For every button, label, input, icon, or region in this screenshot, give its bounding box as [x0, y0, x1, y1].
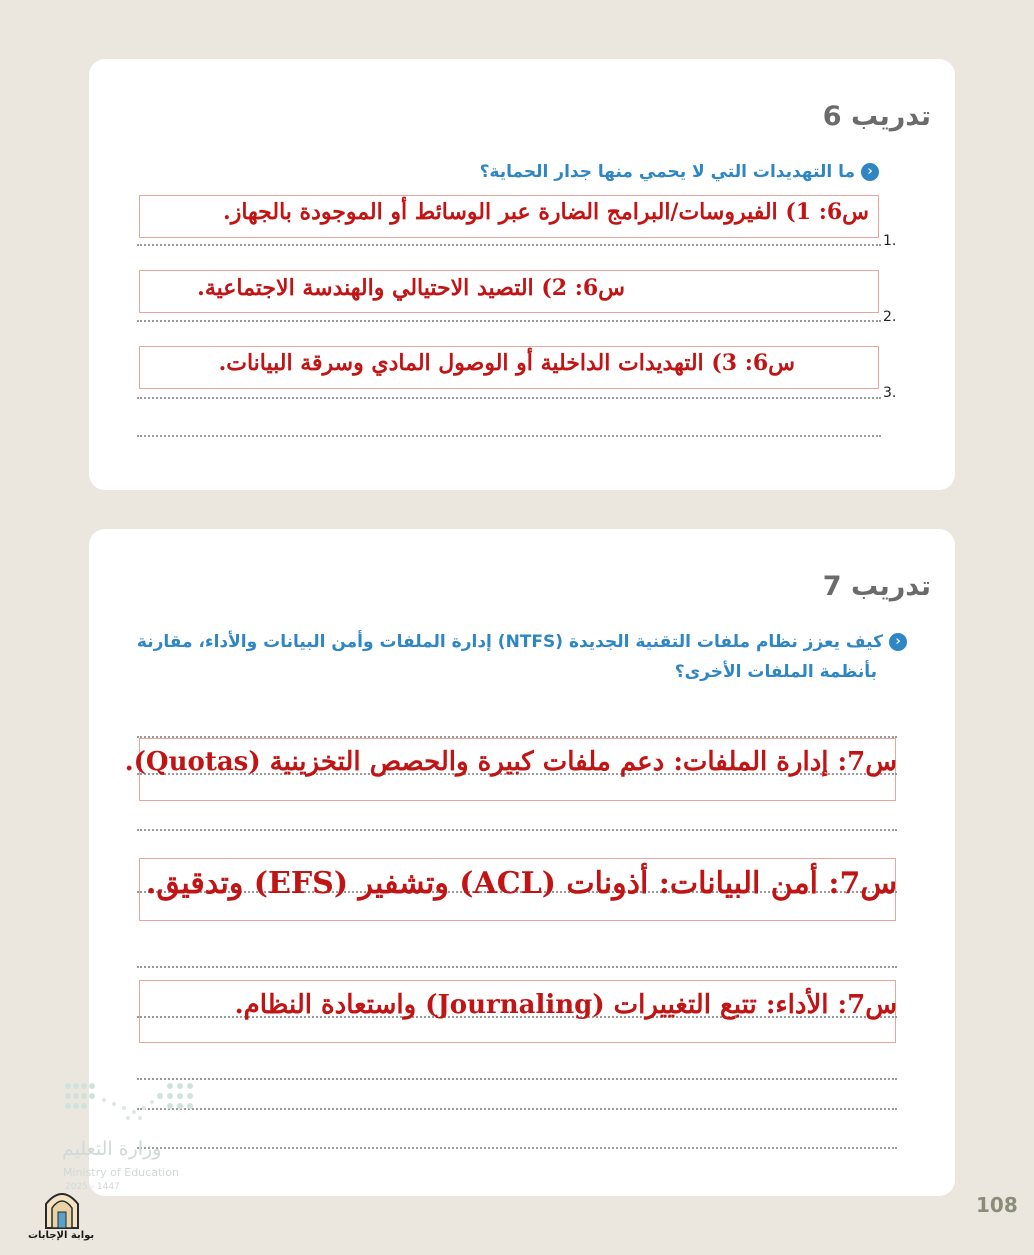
exercise-7-question: [117, 627, 907, 687]
answer-line: [137, 829, 897, 831]
portal-logo: [28, 1186, 98, 1252]
answer-7-2: س7: أمن البيانات: أذونات (ACL) وتشفير (EFS) وتدقيق.: [145, 866, 897, 901]
ministry-logo: [60, 1078, 210, 1198]
line-number-1: 1.: [883, 233, 897, 249]
answer-line: [137, 736, 897, 738]
page-number: 108: [976, 1193, 1018, 1217]
exercise-7-question-line2: بأنظمة الملفات الأخرى؟: [674, 662, 877, 682]
answer-line: [137, 1078, 897, 1080]
exercise-7-question-line1: ‹كيف يعزز نظام ملفات التقنية الجديدة (NTFS) إدارة الملفات وأمن البيانات والأداء، مقارنة: [117, 627, 907, 657]
line-number-3: 3.: [883, 385, 897, 401]
exercise-6-question: [179, 157, 879, 187]
answer-line: [137, 1108, 897, 1110]
line-number-2: 2.: [883, 309, 897, 325]
portal-name: بوابة الإجابات: [28, 1230, 95, 1241]
answer-7-3: س7: الأداء: تتبع التغييرات (Journaling) واستعادة النظام.: [234, 990, 897, 1020]
ministry-english-name: Ministry of Education: [63, 1166, 180, 1179]
ministry-arabic-name: وزارة التعليم: [62, 1138, 162, 1160]
answer-line: [137, 1147, 897, 1149]
chevron-circle-icon: ‹: [861, 163, 879, 181]
chevron-circle-icon: ‹: [889, 633, 907, 651]
exercise-6-card: [89, 59, 955, 490]
exercise-7-card: [89, 529, 955, 1196]
exercise-6-title: تدريب 6: [822, 101, 931, 132]
answer-line: [137, 966, 897, 968]
answer-line: [137, 397, 881, 399]
portal-logo-icon: [42, 1186, 82, 1230]
exercise-6-question-text: ما التهديدات التي لا يحمي منها جدار الحماية؟: [479, 162, 855, 182]
ministry-year: 2025 - 1447: [65, 1182, 120, 1192]
answer-line: [137, 435, 881, 437]
answer-line: [137, 320, 881, 322]
answer-6-1: س6: 1) الفيروسات/البرامج الضارة عبر الوسائط أو الموجودة بالجهاز.: [223, 199, 869, 225]
ministry-logo-icon: [60, 1078, 210, 1138]
answer-7-1: س7: إدارة الملفات: دعم ملفات كبيرة والحصص التخزينية (Quotas).: [124, 747, 897, 777]
answer-6-3: س6: 3) التهديدات الداخلية أو الوصول المادي وسرقة البيانات.: [218, 350, 795, 376]
exercise-7-title: تدريب 7: [822, 571, 931, 602]
answer-line: [137, 244, 881, 246]
answer-6-2: س6: 2) التصيد الاحتيالي والهندسة الاجتماعية.: [197, 275, 625, 301]
